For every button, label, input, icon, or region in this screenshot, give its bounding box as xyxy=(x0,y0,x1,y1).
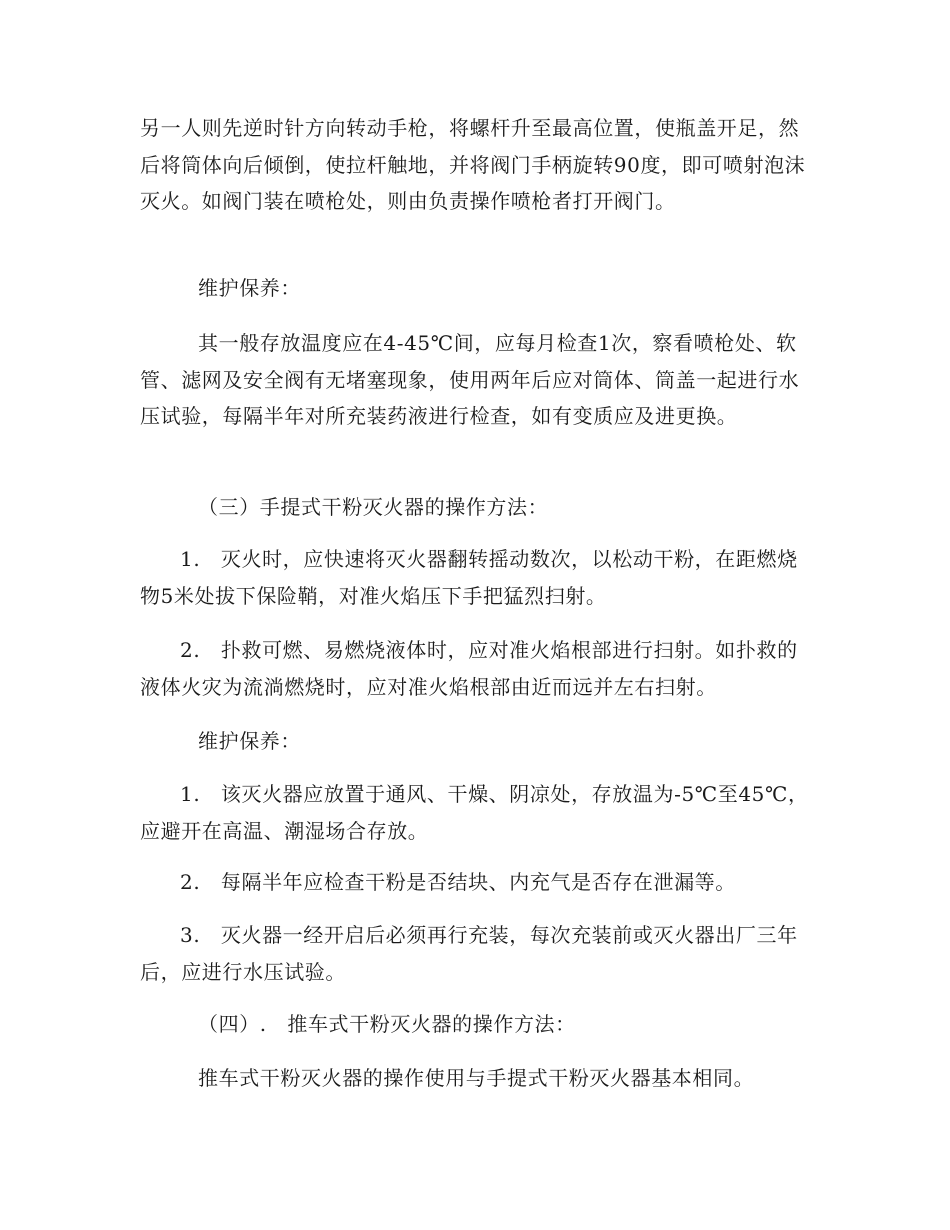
paragraph-operation-continued: 另一人则先逆时针方向转动手枪，将螺杆升至最高位置，使瓶盖开足，然后将筒体向后倾倒，使拉杆触地，并将阀门手柄旋转90度，即可喷射泡沫灭火。如阀门装在喷枪处，则由负责操作喷枪者打开阀门。 xyxy=(140,116,806,213)
paragraph-section-four: 推车式干粉灭火器的操作使用与手提式干粉灭火器基本相同。 xyxy=(198,1066,755,1090)
list-item-m-2: 2. 每隔半年应检查干粉是否结块、内充气是否存在泄漏等。 xyxy=(180,870,736,894)
heading-section-three: （三）手提式干粉灭火器的操作方法： xyxy=(198,495,549,519)
list-item-m-1: 1. 该灭火器应放置于通风、干燥、阴凉处，存放温为-5℃至45℃，应避开在高温、潮湿场合存放。 xyxy=(140,782,809,843)
list-item-m-3: 3. 灭火器一经开启后必须再行充装，每次充装前或灭火器出厂三年后，应进行水压试验。 xyxy=(140,923,798,984)
heading-maintenance-1: 维护保养： xyxy=(198,276,301,300)
list-item-3-1: 1. 灭火时，应快速将灭火器翻转摇动数次，以松动干粉，在距燃烧物5米处拔下保险鞘，对准火焰压下手把猛烈扫射。 xyxy=(140,547,798,608)
paragraph-maintenance-1: 其一般存放温度应在4-45℃间，应每月检查1次，察看喷枪处、软管、滤网及安全阀有无堵塞现象，使用两年后应对筒体、筒盖一起进行水压试验，每隔半年对所充装药液进行检查，如有变质应及进更换。 xyxy=(140,331,800,428)
heading-maintenance-2: 维护保养： xyxy=(198,729,301,753)
heading-section-four: （四）. 推车式干粉灭火器的操作方法： xyxy=(198,1012,576,1036)
list-item-3-2: 2. 扑救可燃、易燃烧液体时，应对准火焰根部进行扫射。如扑救的液体火灾为流淌燃烧时，应对准火焰根部由近而远并左右扫射。 xyxy=(140,638,798,699)
